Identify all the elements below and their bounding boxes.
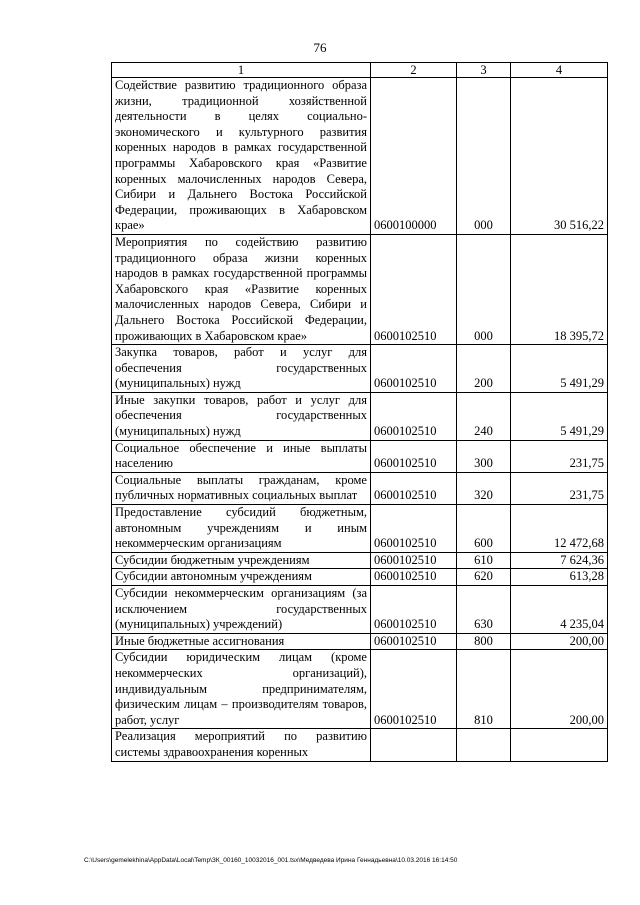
row-amount-cell: 4 235,04 [511,586,608,634]
row-amount-cell: 5 491,29 [511,392,608,440]
column-header-code: 2 [371,63,457,78]
row-name-cell: Субсидии автономным учреждениям [112,569,371,586]
table-row [112,552,608,569]
table-header-row [112,63,608,78]
row-name-cell: Субсидии юридическим лицам (кроме некоммерческих организаций), индивидуальным предпринимателям, физическим лицам – производителям товаров, работ, услуг [112,650,371,729]
column-header-amount: 4 [511,63,608,78]
row-amount-cell: 12 472,68 [511,505,608,553]
row-type-cell [457,729,511,761]
row-name-cell: Субсидии некоммерческим организациям (за исключением государственных (муниципальных) учреждений) [112,586,371,634]
row-type-cell: 000 [457,78,511,235]
row-type-cell: 300 [457,440,511,472]
table-row [112,650,608,729]
row-amount-cell: 5 491,29 [511,345,608,393]
row-type-cell: 610 [457,552,511,569]
column-header-type: 3 [457,63,511,78]
table-row [112,78,608,235]
row-type-cell: 620 [457,569,511,586]
table-row [112,569,608,586]
table-row [112,505,608,553]
row-name-cell: Социальные выплаты гражданам, кроме публичных нормативных социальных выплат [112,472,371,504]
column-header-name: 1 [112,63,371,78]
row-type-cell: 240 [457,392,511,440]
row-name-cell: Субсидии бюджетным учреждениям [112,552,371,569]
row-type-cell: 320 [457,472,511,504]
row-code-cell: 0600102510 [371,552,457,569]
page-number: 76 [313,40,327,55]
row-code-cell: 0600102510 [371,472,457,504]
table-row [112,472,608,504]
table-row [112,633,608,650]
row-name-cell: Иные закупки товаров, работ и услуг для обеспечения государственных (муниципальных) нужд [112,392,371,440]
row-amount-cell [511,729,608,761]
row-amount-cell: 18 395,72 [511,234,608,344]
row-type-cell: 630 [457,586,511,634]
row-amount-cell: 613,28 [511,569,608,586]
row-amount-cell: 200,00 [511,633,608,650]
row-name-cell: Закупка товаров, работ и услуг для обеспечения государственных (муниципальных) нужд [112,345,371,393]
row-amount-cell: 200,00 [511,650,608,729]
row-amount-cell: 231,75 [511,440,608,472]
table-row [112,586,608,634]
row-type-cell: 800 [457,633,511,650]
row-name-cell: Предоставление субсидий бюджетным, автономным учреждениям и иным некоммерческим организациям [112,505,371,553]
row-name-cell: Реализация мероприятий по развитию системы здравоохранения коренных [112,729,371,761]
row-code-cell: 0600102510 [371,633,457,650]
row-name-cell: Содействие развитию традиционного образа жизни, традиционной хозяйственной деятельности в целях социально-экономического и культурного развития коренных народов в рамках государственной программы Хабаровского края «Развитие коренных малочисленных народов Севера, Сибири и Дальнего Востока Российской Федерации, проживающих в Хабаровском крае» [112,78,371,235]
row-code-cell: 0600102510 [371,586,457,634]
row-type-cell: 810 [457,650,511,729]
row-name-cell: Мероприятия по содействию развитию традиционного образа жизни коренных народов в рамках государственной программы Хабаровского края «Развитие коренных малочисленных народов Севера, Сибири и Дальнего Востока Российской Федерации, проживающих в Хабаровском крае» [112,234,371,344]
row-amount-cell: 231,75 [511,472,608,504]
row-code-cell: 0600102510 [371,392,457,440]
row-name-cell: Иные бюджетные ассигнования [112,633,371,650]
row-code-cell: 0600102510 [371,650,457,729]
row-code-cell: 0600102510 [371,440,457,472]
row-code-cell: 0600102510 [371,345,457,393]
table-row [112,234,608,344]
row-amount-cell: 7 624,36 [511,552,608,569]
row-code-cell: 0600102510 [371,234,457,344]
budget-table [111,62,608,762]
row-type-cell: 600 [457,505,511,553]
row-amount-cell: 30 516,22 [511,78,608,235]
row-name-cell: Социальное обеспечение и иные выплаты населению [112,440,371,472]
row-code-cell: 0600100000 [371,78,457,235]
table-row [112,345,608,393]
row-code-cell: 0600102510 [371,505,457,553]
table-row [112,392,608,440]
table-row [112,729,608,761]
table-row [112,440,608,472]
row-code-cell [371,729,457,761]
row-type-cell: 000 [457,234,511,344]
footer-file-path: C:\Users\gemelekhina\AppData\Local\Temp\ЗК_00160_10032016_001.tsx\Медведева Ирина Геннадьевна\10.03.2016 16:14:50 [84,857,458,864]
row-type-cell: 200 [457,345,511,393]
row-code-cell: 0600102510 [371,569,457,586]
